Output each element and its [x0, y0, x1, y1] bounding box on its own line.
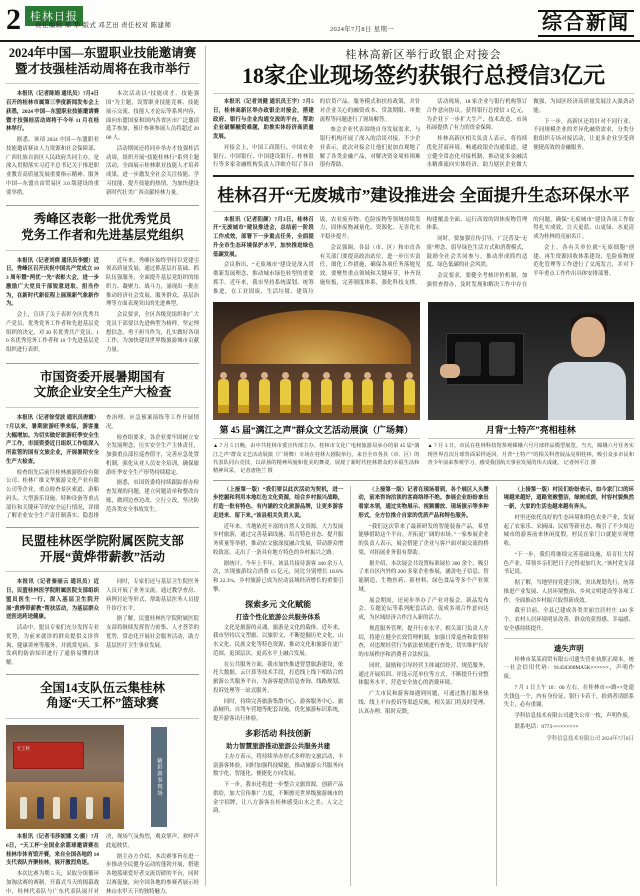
second-para-4: 同时，要加强宣传引导，广泛普及“无废”理念，倡导绿色生活方式和消费模式，鼓励全社会共同参与，推动形成简约适度、绿色低碳的社会风尚。: [426, 236, 528, 269]
bl-para-6: 同时，持续完善旅游集散中心、游客服务中心、旅游厕所、自驾车营地等配套设施，优化旅游标识系统，提升游客出行体验。: [213, 698, 344, 723]
left-photo-caption: ▲ 7 月 5 日晚，由中共桂林市委宣传部主办、桂林市文化广电和旅游局承办的第 45 届“漓江之声”群众文艺活动展演（广场舞）专场在桂林大剧院举行。来自全市各县（市、区）的代表队同台竞技，以昂扬的精神风貌和优美的舞姿，展现了新时代桂林群众的幸福生活和精神风采。 记者唐艳兰 摄: [213, 443, 420, 474]
second-para-5: 会议要求，要健全考核评价机制，加强督查督办，及时发现和解决工作中存在的问题，确保“无废城市”建设各项工作取得扎实成效，让天更蓝、山更绿、水更清成为桂林的亮丽名片。: [426, 216, 634, 288]
article2-headline-1: 秀峰区表彰一批优秀党员: [33, 212, 172, 227]
br-para-1: （上接第一版）村民们纷纷表示，如今家门口的环境越来越好，道路宽敞整洁，绿树成荫，村容村貌焕然一新，大家的生活也越来越有奔头。: [503, 486, 634, 511]
bl-para-4: 文化是旅游的灵魂，旅游是文化的载体。近年来，我市坚持以文塑旅、以旅彰文，不断挖掘历史文化、山水文化、民族文化等特色资源，推动文化和旅游在更广范围、更深层次、更高水平上融合发展。: [213, 624, 344, 657]
notice-para-3: 学科信息技术有限公司遗失公章一枚，声明作废。: [514, 713, 634, 720]
main-para-1: 本报讯（记者刘健 通讯员王宇）7月5日，桂林高新区举办政银企对接会，搭建政府、银行与企业沟通交流的平台，帮助企业破解融资难题，助推实体经济高质量发展。: [213, 99, 314, 141]
bm-para-1: （上接第一版）记者在现场看到，各个展区人头攒动，前来咨询洽谈的客商络绎不绝。参展企业纷纷拿出看家本领，通过实物展示、视频播放、现场演示等多种形式，全方位推介自家的优质产品和特色服务。: [358, 486, 489, 519]
article-invitational-skills: [6, 46, 199, 199]
notice-para-2: 7 月 1 日上午 10：00 左右，在桂林市××路××处遗失钱包一个，内有身份证、银行卡若干，拾到者请联系失主，必有重谢。: [503, 684, 634, 709]
bl-para-1: （上接第一版）“我们要以此次活动为契机，进一步挖掘和利用本地红色文化资源，结合乡村振兴战略，打造一批有特色、有内涵的文化旅游品牌，让更多游客走进来、留下来。”该县相关负责人说。: [213, 486, 344, 519]
right-section: [206, 46, 634, 886]
main-story: [213, 46, 634, 170]
notice-footer: 学科信息技术有限公司 2024年7月8日: [546, 735, 634, 742]
publication-date: 2024年7月8日 星期一: [330, 26, 395, 33]
banner-text: 天工杯: [16, 745, 30, 751]
second-story-headline: 桂林召开“无废城市”建设推进会 全面提升生态环保水平: [217, 186, 630, 206]
page-number: 2: [6, 3, 21, 36]
article1-para-2: 据悉，该项 2024 中国—东盟职业技能邀请赛由人力资源和社会保障部、广西壮族自治区人民政府共同主办，是深入贯彻落实习近平总书记关于推进职业教育高质量发展重要指示精神、服务中国—东盟自由贸易区 3.0 版建设的重要举措。: [6, 137, 99, 196]
article5-para-3: 据主办方介绍，本次赛事旨在进一步推动全民健身运动的蓬勃开展，搭建各地篮球爱好者交流切磋的平台，同时以赛促旅，向全国各地的参赛者展示桂林山水甲天下的独特魅力。: [106, 853, 199, 895]
right-photo-caption: ▲ 7 月 3 日，市民在桂林科技馆参观嫦娥六号月球样品模型展览。当天，嫦娥六号任务实现世界首次月球背面采样返回，月背“土特产”的相关科普展品亮相桂林，吸引众多市民和青少年前来参观学习，感受我国航天事业发展的伟大成就。 记者何平江 摄: [427, 443, 634, 466]
br-para-4: 据了解，当地坚持党建引领，突出规划先行，统筹推进产业发展、人居环境整治、乡风文明建设等各项工作，全面推动乡村振兴取得新成效。: [503, 580, 634, 604]
moon-sample-photo: [428, 302, 635, 420]
section-title: 综合新闻: [538, 10, 634, 37]
main-story-headline: 18家企业现场签约获银行总授信3亿元: [241, 63, 605, 88]
dance-performance-photo: [213, 302, 420, 420]
main-para-5: 桂林高新区相关负责人表示，将持续优化营商环境，畅通政银企沟通渠道，建立健全常态化对接机制，推动更多金融活水精准流向实体经济，助力辖区企业做大做强，为园区经济高质量发展注入强劲动能。: [426, 99, 634, 169]
article-medical-branch: [6, 534, 199, 668]
bottom-left-story: [213, 486, 343, 886]
photo-vertical-caption: 精彩赛事现场: [156, 757, 162, 797]
bm-para-7: 广大市民和游客如遇到问题，可通过拨打服务热线、线上平台投诉等渠道反映，相关部门将及时受理、认真办理、限时反馈。: [358, 691, 489, 715]
bl-subtitle-4: 助力智慧旅游推动旅游公共服务共建: [226, 742, 331, 750]
article2-headline-2: 党务工作者和先进基层党组织: [21, 227, 184, 242]
br-para-2: 村里还依托良好的生态环境和特色农业产业，发展起了农家乐、采摘园、民宿等新业态，吸引了不少周边城市的游客前来休闲度假，村民在家门口就能实现增收。: [503, 514, 634, 548]
editor-credits: 责任编辑 郑 华 版式 邓艺田 责任校对 陈建师: [35, 22, 172, 29]
br-para-3: “下一步，我们将继续完善基础设施，培育壮大特色产业，带领乡亲们把日子过得更加红火。”该村党支部书记说。: [503, 551, 634, 576]
masthead: [0, 0, 640, 42]
article5-headline-1: 全国14支队伍云集桂林: [39, 680, 165, 695]
second-story: [213, 182, 634, 296]
article4-para-2: 活动中，盟员专家们充分发挥专业优势，为前来就诊的群众提供义诊咨询、健康讲座等服务，并就常见病、多发病的防治知识进行了通俗易懂的讲解。: [6, 625, 99, 666]
main-para-6: 下一步，高新区还将针对不同行业、不同规模企业的差异化融资需求，分类分批组织专场对接活动，让更多企业享受到便捷高效的金融服务。: [533, 118, 634, 151]
newspaper-logo: 桂林日报: [25, 6, 83, 26]
main-story-kicker: 桂林高新区举行政银企对接会: [345, 49, 502, 61]
article3-para-2: 检查组先后前往桂林旅游股份有限公司、桂林广维文华旅游文化产业有限公司等企业，重点检查景区索道、游船码头、大型游乐设施、特种设备等重点部位和关键环节的安全运行情况，详细了解企业安全生产责任制落实、隐患排查治理、应急预案演练等工作开展情况。: [6, 415, 199, 520]
article1-para-4: 活动期间还将同步举办才技强桂活动周，组织开展“技能桂林行”系列主题活动，全面展示桂林职业技能人才培养成果，进一步激发全社会关注技能、学习技能、提升技能的热情，为加快建设新时代壮美广西贡献桂林力量。: [106, 145, 199, 196]
article2-para-4: 会议要求，全区各级党组织和广大党员干部要以先进典型为榜样，坚定理想信念，勇于担当作为，扎实做好各项工作，为加快建设世界级旅游城市贡献力量。: [106, 312, 199, 353]
bl-para-8: 下一步，我市还将进一步整合文旅资源，创新产品供给，加大宣传推广力度，不断擦亮世界级旅游城市的金字招牌，让八方游客在桂林感受山水之美、人文之韵。: [213, 782, 344, 815]
second-para-6: 会上，各有关单位就“无废细胞”创建、再生资源回收体系建设、危险废物规范化管理等工作进行了交流发言，并对下半年重点工作作出具体安排部署。: [533, 244, 634, 278]
notice-para-4: 联系电话：0773-××××××××: [514, 723, 579, 730]
panel-divider-1: [350, 486, 351, 886]
article2-para-3: 近年来，秀峰区始终坚持以党建引领高质量发展，通过抓基层打基础、抓队伍强服务，全面提升基层党组织的组织力、凝聚力、战斗力，涌现出一批在推动经济社会发展、服务群众、基层治理等方面表现突出的先进典型。: [106, 257, 199, 308]
main-para-4: 活动现场，18 家企业与银行机构签订合作意向协议，获得银行总授信 3 亿元，为企业下一步扩大生产、技术改造、市场拓展提供了有力的资金保障。: [426, 99, 528, 132]
second-para-1: 本报讯（记者阳颜）7月3日，桂林召开“无废城市”建设推进会，总结前一阶段工作成效，部署下一步重点任务，全面提升全市生态环境保护水平，加快推进绿色低碳发展。: [213, 216, 314, 258]
bottom-mid-story: [358, 486, 488, 886]
article5-headline-2: 角逐“天工杯”篮球赛: [46, 696, 159, 711]
bm-para-6: 同时，鼓励和引导经营主体诚信经营、规范服务，通过开展培训、评选示范单位等方式，不断提升行业整体服务水平，营造安全放心的消费环境。: [358, 662, 489, 687]
left-column: [6, 46, 206, 895]
article1-para-1: 本报讯（记者陈娟 通讯员）7月4日召开的桂林市属第三季度新闻发布会上获悉，2024 中国—东盟职业技能邀请赛暨才技强桂活动周将于今年 11 月在桂林举行。: [6, 91, 100, 133]
bl-para-7: 主办方表示，将持续举办形式多样的文旅活动，丰富游客体验，同时加强科技赋能，推动旅游公共服务向数字化、智能化、便捷化方向发展。: [213, 753, 344, 778]
article5-para-1: 本报讯（记者韦莎妮娜 文/摄）7月6日，“天工杯”全国业余篮球邀请赛在桂林市体育馆开赛，来自全国各地的 14 支代表队齐聚桂林，展开激烈角逐。: [6, 834, 99, 867]
article-safety-inspection: [6, 370, 199, 521]
article4-para-3: 同时，专家们还与基层卫生院医务人员开展了业务交流，通过教学查房、病例讨论等形式，帮助基层医务人员提升诊疗水平。: [106, 579, 199, 612]
main-para-2: 对接会上，中国工商银行、中国农业银行、中国银行、中国建设银行、桂林银行等多家金融机构负责人详细介绍了各自的信贷产品、服务模式和扶持政策，并针对企业关心的融资成本、贷款期限、审批流程等问题进行了现场解答。: [213, 99, 421, 169]
article3-para-1: 本报讯（记者徐莹波 通讯员唐霞）7月以来，暑期旅游旺季来临，游客量大幅增加。为切实做好旅游旺季安全生产工作，市国资委近日组织工作组深入所监管的国有文旅企业，开展暑期安全生产大检查。: [6, 415, 100, 465]
article1-headline-1: 2024年中国—东盟职业技能邀请赛: [8, 46, 197, 60]
bm-para-5: 规范服务管理，提升行业水平。相关部门负责人介绍，将建立健全长效管理机制，加强日常巡查和监督检查，对违规经营行为依法依规进行查处，切实维护良好的市场秩序和消费者合法权益。: [358, 625, 489, 659]
bl-para-2: 近年来，当地依托丰富的自然人文资源，大力发展乡村旅游，通过完善基础设施、培育特色业态、提升服务质量等举措，推动农文旅深度融合发展，带动群众增收致富，走出了一条具有地方特色的乡村振兴之路。: [213, 523, 344, 556]
bottom-panels: [213, 486, 634, 886]
article4-headline-1: 民盟桂林医学院附属医院支部: [21, 534, 184, 548]
basketball-photo: [6, 725, 124, 829]
article4-para-1: 本报讯（记者秦丽云 通讯员）近日，民盟桂林医学院附属医院支部组织盟员医生一行，深入基层卫生院开展“黄烨带薪教”帮扶活动，为基层群众送医送药送健康。: [6, 579, 99, 621]
bottom-right-story: [504, 486, 634, 886]
page-body: [0, 42, 640, 895]
article3-headline-1: 市国资委开展暑期国有: [39, 369, 165, 384]
article3-headline-2: 文旅企业安全生产大检查: [33, 385, 172, 400]
article-xiufeng-commendation: [6, 212, 199, 357]
second-para-3: 会议强调，各县（市、区）和市直各有关部门要提高政治站位，进一步压实责任，细化工作措施，确保各项任务落地见效。要聚焦重点领域和关键环节，补齐设施短板，完善制度体系，强化科技支撑，构建覆盖全面、运行高效的固体废物管理体系。: [319, 216, 528, 286]
bl-para-3: 据统计，今年上半年，该县共接待游客 180 余万人次，实现旅游综合消费 15 亿元，同比分别增长 18.6% 和 22.3%，乡村旅游已成为拉动县域经济增长的重要引擎。: [213, 560, 344, 593]
bm-para-2: “我们这次带来了最新研发的智能装备产品，希望能够借助这个平台，开拓更广阔的市场。”一家参展企业的负责人表示，展会搭建了企业与客户面对面交流的桥梁，对拓展业务很有帮助。: [358, 523, 489, 556]
bl-subtitle-2: 打造个性化旅游公共服务体系: [235, 613, 321, 621]
bm-para-4: 展会期间，还同步举办了产业对接会、新品发布会、专题论坛等系列配套活动，促成多项合作意向达成，为区域经济合作注入新的活力。: [358, 597, 489, 622]
article3-para-4: 据悉，市国资委将持续跟踪督办检查发现的问题，建立问题清单和整改台账，做到边查边改、立行立改，坚决防范各类安全事故发生。: [106, 480, 199, 513]
notice-para-1: 桂林市某某商贸有限公司遗失营业执照正副本，统一社会信用代码：91450300MA5K××××××，声明作废。: [503, 656, 634, 681]
br-para-5: 截至目前，全县已建成各类美丽宜居村庄 120 多个，农村人居环境明显改善，群众的获得感、幸福感、安全感持续提升。: [503, 608, 634, 632]
panel-divider-2: [496, 486, 497, 886]
bm-para-3: 据介绍，本次展会共设置标准展位 300 余个，吸引了来自区内外的 200 多家企业参展，涵盖电子信息、智能制造、生物医药、新材料、绿色食品等多个产业领域。: [358, 560, 489, 593]
article3-para-3: 检查组要求，各企业要牢固树立安全发展理念，压实安全生产主体责任，加强重点部位巡查值守，完善应急处置机制，强化从业人员安全培训，确保旅游旺季安全生产形势持续稳定。: [106, 434, 199, 476]
main-para-3: 参会企业代表围绕自身发展需求，与银行机构开展了深入的洽谈对接。不少企业表示，此次对接会让他们更加直观地了解了各类金融产品，对解决资金周转困难很有帮助。: [319, 127, 421, 169]
article1-para-3: 本次活动以“技能成才、技能强国”为主题，设置职业技能竞赛、技能展示交流、技能人才论坛等系列内容，面向东盟国家和国内各省区市广泛邀请选手参加，预计参赛参展人员将超过 2000 人。: [106, 91, 199, 141]
article1-headline-2: 暨才技强桂活动周将在我市举行: [14, 61, 190, 76]
article-basketball: [6, 681, 199, 896]
second-para-2: 会议指出，“无废城市”建设是深入贯彻新发展理念、推动城市绿色转型的重要抓手。近年来，我市坚持系统谋划、统筹推进，在工业固废、生活垃圾、建筑垃圾、农业废弃物、危险废物等领域持续发力，固体废物减量化、资源化、无害化水平稳步提升。: [213, 216, 421, 295]
article5-para-2: 本次比赛为期 5 天，采取分组循环加淘汰赛的赛制。开幕式当天的揭幕战中，桂林代表队与广东代表队展开对决，现场气氛热烈，观众掌声、欢呼声此起彼伏。: [6, 834, 199, 895]
article2-para-2: 会上，宣读了关于表彰全区优秀共产党员、优秀党务工作者和先进基层党组织的决定，对 30 名优秀共产党员、10 名优秀党务工作者和 10 个先进基层党组织进行表彰。: [6, 312, 99, 353]
notice-title: 遗失声明: [553, 643, 584, 653]
right-photo-title: 月背“土特产”亮相桂林: [485, 425, 576, 436]
left-photo-title: 第 45 届“漓江之声”群众文艺活动展演（广场舞）: [219, 425, 413, 436]
article2-para-1: 本报讯（记者刘倩 通讯员李媛）近日，秀峰区召开庆祝中国共产党成立 103 周年暨“两优一先”表彰大会，进一步激励广大党员干部锐意进取、担当作为，在新时代新征程上展现新气象新作为。: [6, 257, 100, 308]
bl-subtitle-3: 多彩活动 科技创新: [245, 728, 312, 738]
article4-headline-2: 开展“黄烨带薪教”活动: [39, 549, 165, 564]
bl-subtitle-1: 探索多元 文化赋能: [245, 599, 312, 609]
bl-para-5: 在公共服务方面，我市加快推进智慧旅游建设，依托大数据、云计算等技术手段，打造线上线下相结合的旅游公共服务平台，为游客提供信息查询、线路规划、投诉处理等一站式服务。: [213, 661, 344, 694]
photo-side-strip: [151, 727, 167, 827]
article4-para-4: 据了解，民盟桂林医学院附属医院支部将继续发挥智力密集、人才荟萃的优势，常态化开展社会服务活动，助力基层医疗卫生事业发展。: [106, 616, 199, 649]
photo-row: [213, 302, 634, 474]
